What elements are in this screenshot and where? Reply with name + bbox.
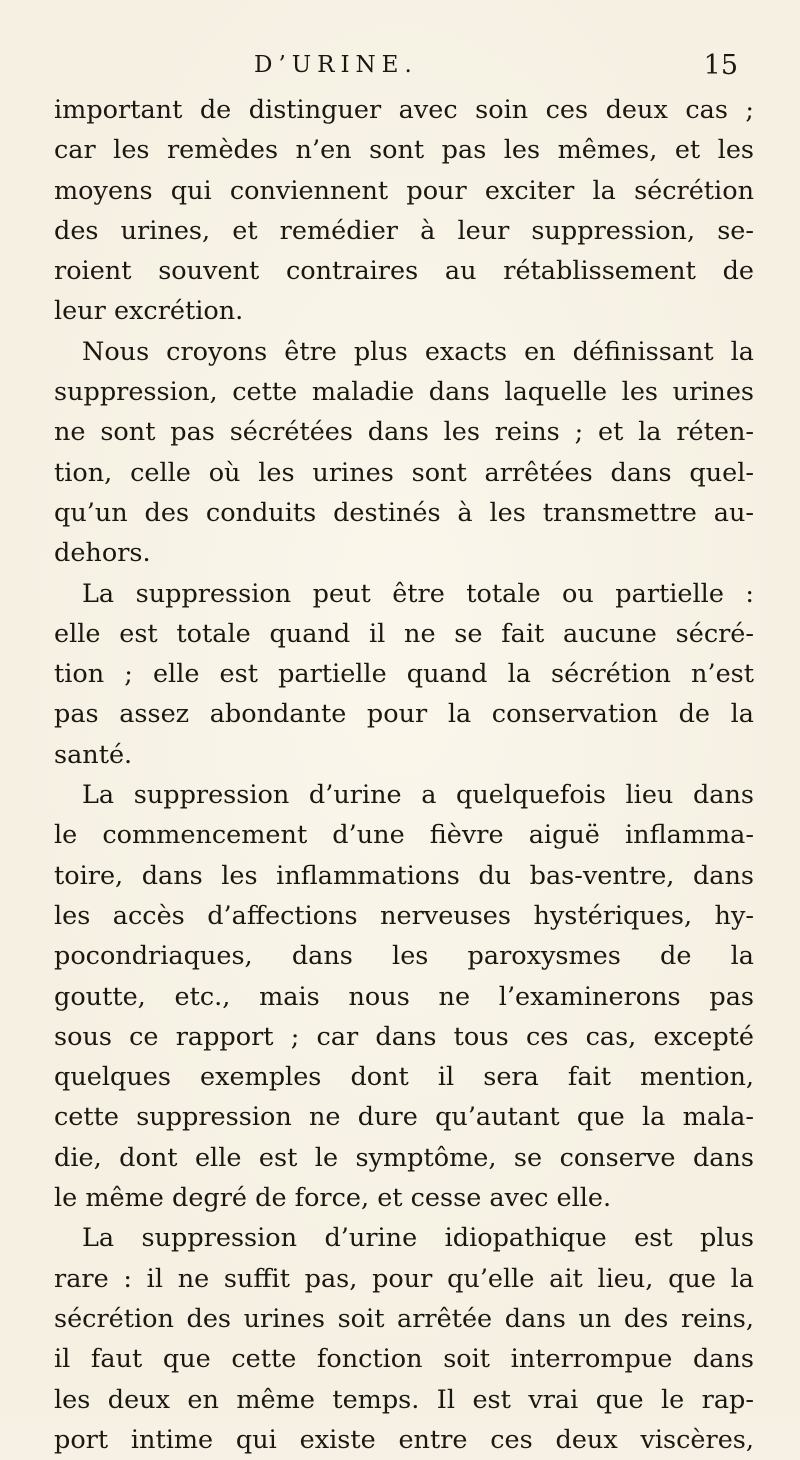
text-line: sous ce rapport ; car dans tous ces cas, excepté <box>54 1021 754 1052</box>
text-line: les accès d’affections nerveuses hystériques, hy- <box>54 900 754 931</box>
text-line: tion, celle où les urines sont arrêtées dans quel- <box>54 457 754 488</box>
text-line: le commencement d’une fièvre aiguë inflamma- <box>54 820 754 851</box>
text-line: roient souvent contraires au rétablissement de <box>54 256 754 287</box>
text-line: il faut que cette fonction soit interrompue dans <box>54 1344 754 1375</box>
text-line: cette suppression ne dure qu’autant que la mala- <box>54 1102 754 1133</box>
text-line: toire, dans les inflammations du bas-ventre, dans <box>54 860 754 891</box>
text-line: pas assez abondante pour la conservation de la <box>54 699 754 730</box>
text-line: La suppression peut être totale ou partielle : <box>82 578 754 609</box>
text-line: ne sont pas sécrétées dans les reins ; et la réten- <box>54 417 754 448</box>
text-line: le même degré de force, et cesse avec elle. <box>54 1183 612 1214</box>
text-line: La suppression d’urine a quelquefois lieu dans <box>82 780 754 811</box>
text-line: moyens qui conviennent pour exciter la sécrétion <box>54 175 754 206</box>
text-line: car les remèdes n’en sont pas les mêmes, et les <box>54 135 754 166</box>
text-line: sécrétion des urines soit arrêtée dans un des reins, <box>54 1303 754 1334</box>
text-line: elle est totale quand il ne se fait aucune sécré- <box>54 618 754 649</box>
running-head <box>58 52 738 92</box>
text-line: La suppression d’urine idiopathique est plus <box>82 1223 754 1254</box>
page-number: 15 <box>703 50 738 81</box>
text-line: tion ; elle est partielle quand la sécrétion n’est <box>54 659 754 690</box>
text-line: rare : il ne suffit pas, pour qu’elle ait lieu, que la <box>54 1263 754 1294</box>
text-line: goutte, etc., mais nous ne l’examinerons pas <box>54 981 754 1012</box>
text-line: suppression, cette maladie dans laquelle les urines <box>54 377 754 408</box>
text-line: leur excrétion. <box>54 296 244 327</box>
text-line: dehors. <box>54 538 151 569</box>
text-line: les deux en même temps. Il est vrai que le rap- <box>54 1384 754 1415</box>
text-line: quelques exemples dont il sera fait mention, <box>54 1062 754 1093</box>
text-line: port intime qui existe entre ces deux viscères, <box>54 1424 754 1455</box>
text-line: des urines, et remédier à leur suppression, se- <box>54 215 754 246</box>
running-title: D’URINE. <box>254 52 418 78</box>
text-line: die, dont elle est le symptôme, se conserve dans <box>54 1142 754 1173</box>
text-line: important de distinguer avec soin ces deux cas ; <box>54 95 754 125</box>
text-line: qu’un des conduits destinés à les transmettre au- <box>54 497 754 528</box>
body-text <box>54 90 754 1460</box>
text-line: Nous croyons être plus exacts en définissant la <box>82 336 754 367</box>
text-line: pocondriaques, dans les paroxysmes de la <box>54 941 754 972</box>
text-line: santé. <box>54 739 133 770</box>
